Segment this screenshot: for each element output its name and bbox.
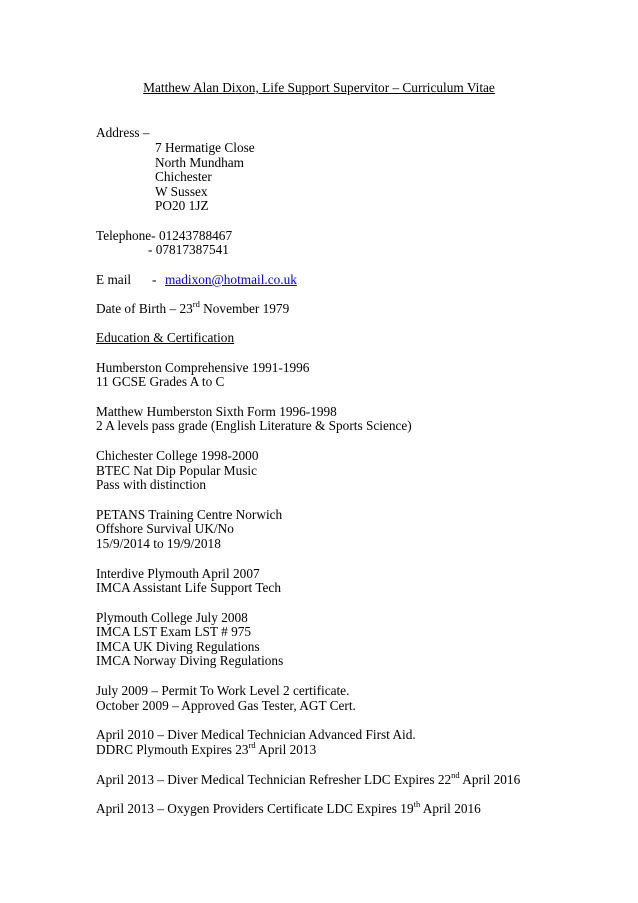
education-entry: October 2009 – Approved Gas Tester, AGT Cert. xyxy=(96,698,356,713)
telephone-label: Telephone- xyxy=(96,228,156,243)
education-entry: Pass with distinction xyxy=(96,477,207,492)
email-separator: - xyxy=(152,272,157,287)
education-entry: July 2009 – Permit To Work Level 2 certificate. xyxy=(96,683,350,698)
address-line: North Mundham xyxy=(155,155,245,170)
education-entry: BTEC Nat Dip Popular Music xyxy=(96,463,258,478)
page-title: Matthew Alan Dixon, Life Support Supervitor – Curriculum Vitae xyxy=(143,80,495,95)
telephone-secondary: - 07817387541 xyxy=(148,242,229,257)
address-line: Chichester xyxy=(155,169,212,184)
address-line: 7 Hermatige Close xyxy=(155,140,255,155)
dmt-refresher: April 2013 – Diver Medical Technician Refresher LDC Expires 22nd April 2016 xyxy=(96,769,521,787)
education-entry: Humberston Comprehensive 1991-1996 xyxy=(96,360,310,375)
education-entry: 2 A levels pass grade (English Literature & Sports Science) xyxy=(96,418,412,433)
education-entry: 15/9/2014 to 19/9/2018 xyxy=(96,536,221,551)
education-entry: 11 GCSE Grades A to C xyxy=(96,374,225,389)
oxygen-certificate: April 2013 – Oxygen Providers Certificate LDC Expires 19th April 2016 xyxy=(96,798,481,816)
email-label: E mail xyxy=(96,272,132,287)
email-address[interactable]: madixon@hotmail.co.uk xyxy=(165,272,297,287)
education-entry: IMCA UK Diving Regulations xyxy=(96,639,260,654)
address-line: PO20 1JZ xyxy=(155,198,209,213)
dmt-course: April 2010 – Diver Medical Technician Advanced First Aid. xyxy=(96,727,416,742)
telephone-primary: 01243788467 xyxy=(158,228,233,243)
education-entry: IMCA Assistant Life Support Tech xyxy=(96,580,281,595)
education-entry: Offshore Survival UK/No xyxy=(96,521,234,536)
education-entry: IMCA Norway Diving Regulations xyxy=(96,653,284,668)
education-heading: Education & Certification xyxy=(96,330,235,345)
education-entry: Chichester College 1998-2000 xyxy=(96,448,259,463)
date-of-birth: Date of Birth – 23rd November 1979 xyxy=(96,298,290,316)
address-label: Address – xyxy=(96,125,150,140)
email-link[interactable] xyxy=(165,272,297,288)
education-entry: Interdive Plymouth April 2007 xyxy=(96,566,260,581)
address-line: W Sussex xyxy=(155,184,208,199)
education-entry: IMCA LST Exam LST # 975 xyxy=(96,624,252,639)
dmt-expiry: DDRC Plymouth Expires 23rd April 2013 xyxy=(96,739,317,757)
education-entry: Matthew Humberston Sixth Form 1996-1998 xyxy=(96,404,337,419)
education-entry: PETANS Training Centre Norwich xyxy=(96,507,283,522)
education-entry: Plymouth College July 2008 xyxy=(96,610,248,625)
